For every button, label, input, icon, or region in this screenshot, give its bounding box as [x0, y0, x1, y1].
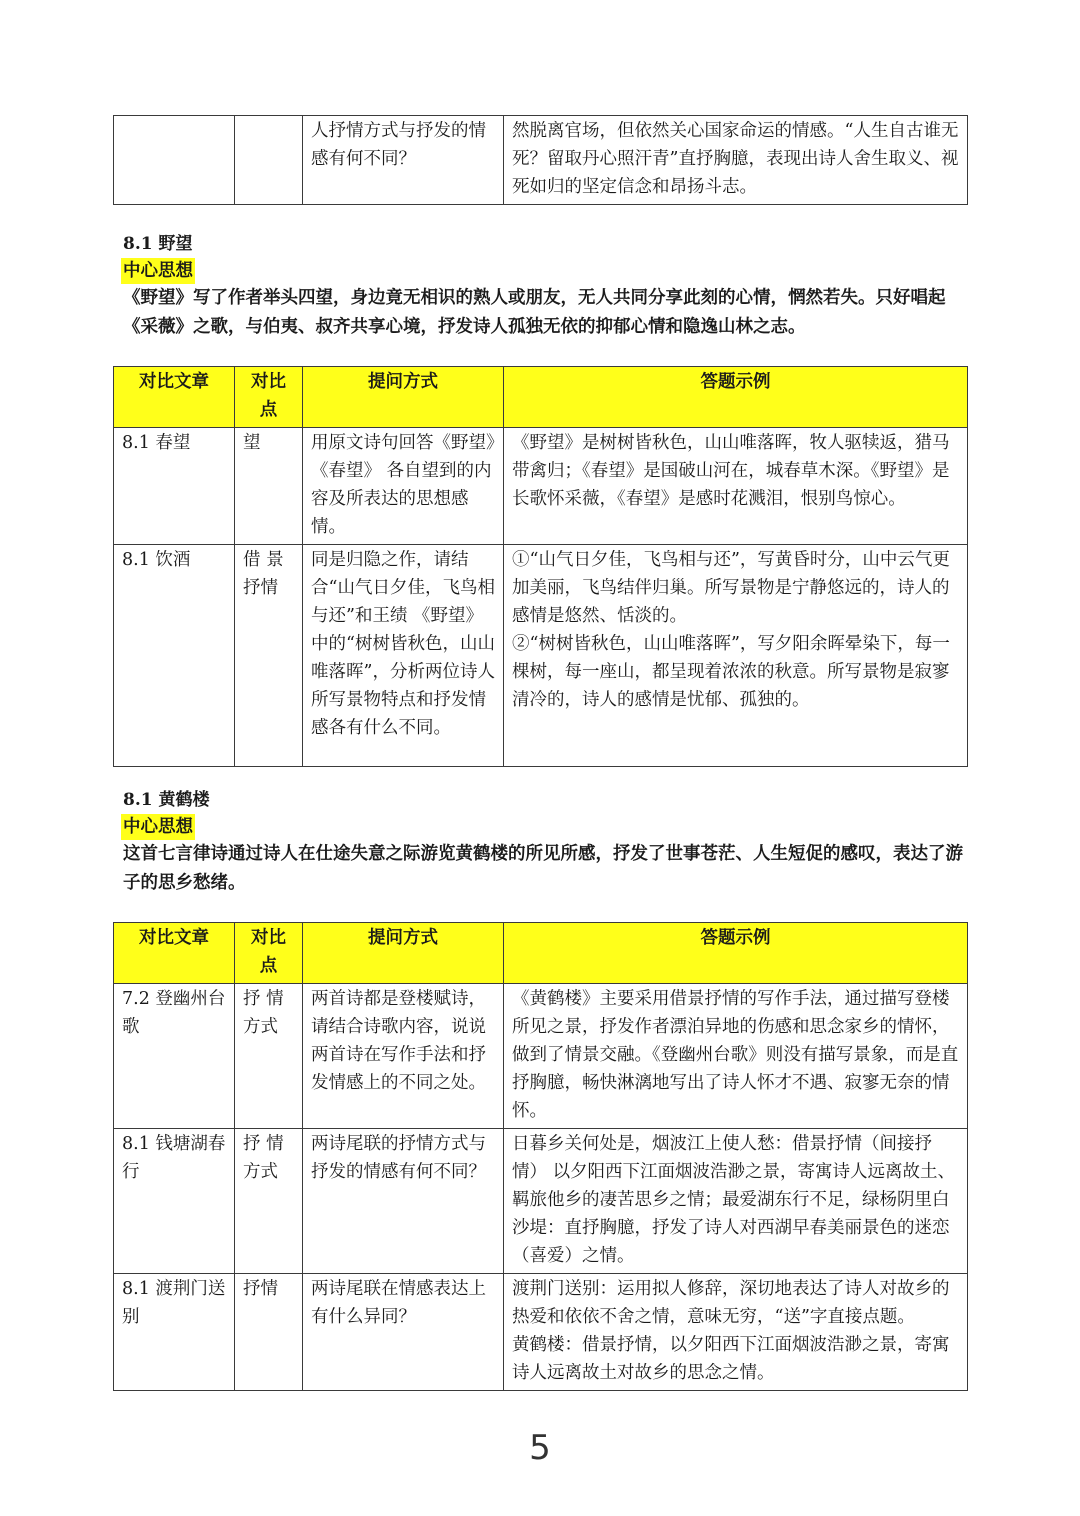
header-point: 对比点 — [235, 367, 303, 428]
header-point: 对比点 — [235, 923, 303, 984]
cell-answer: 然脱离官场，但依然关心国家命运的情感。“人生自古谁无死？留取丹心照汗青”直抒胸臆，表现出诗人舍生取义、视死如归的坚定信念和昂扬斗志。 — [504, 116, 968, 205]
cell-question: 两诗尾联在情感表达上有什么异同？ — [303, 1274, 504, 1391]
highlight-label: 中心思想 — [121, 258, 195, 284]
header-row — [114, 923, 968, 984]
page-number: 5 — [529, 1428, 551, 1468]
cell-question: 用原文诗句回答《野望》《春望》 各自望到的内容及所表达的思想感情。 — [303, 428, 504, 545]
cell-answer — [504, 545, 968, 767]
answer-part-1: ①“山气日夕佳，飞鸟相与还”，写黄昏时分，山中云气更加美丽，飞鸟结伴归巢。所写景物是宁静悠远的，诗人的感情是悠然、恬淡的。 — [512, 550, 950, 626]
highlight-label: 中心思想 — [121, 814, 195, 840]
cell-question: 两首诗都是登楼赋诗，请结合诗歌内容，说说两首诗在写作手法和抒发情感上的不同之处。 — [303, 984, 504, 1129]
table-row — [114, 1129, 968, 1274]
cell-article: 8.1 春望 — [114, 428, 235, 545]
cell-point: 望 — [235, 428, 303, 545]
header-question: 提问方式 — [303, 367, 504, 428]
cell-answer: 《野望》是树树皆秋色，山山唯落晖，牧人驱犊返，猎马带禽归；《春望》是国破山河在，城春草木深。《野望》是长歌怀采薇，《春望》是感时花溅泪，恨别鸟惊心。 — [504, 428, 968, 545]
table-row — [114, 1274, 968, 1391]
header-row — [114, 367, 968, 428]
cell-article: 8.1 钱塘湖春行 — [114, 1129, 235, 1274]
table-row — [114, 984, 968, 1129]
table-row — [114, 116, 968, 205]
answer-part-1: 渡荆门送别：运用拟人修辞，深切地表达了诗人对故乡的热爱和依依不舍之情，意味无穷，“送”字直接点题。 — [512, 1279, 950, 1327]
comparison-table — [113, 922, 968, 1391]
cell-article: 8.1 渡荆门送别 — [114, 1274, 235, 1391]
comparison-table — [113, 366, 968, 767]
cell-answer: 日暮乡关何处是，烟波江上使人愁：借景抒情（间接抒情） 以夕阳西下江面烟波浩渺之景，寄寓诗人远离故土、羁旅他乡的凄苦思乡之情；最爱湖东行不足，绿杨阴里白沙堤：直抒胸臆，抒发了诗人对西湖早春美丽景色的迷恋（喜爱）之情。 — [504, 1129, 968, 1274]
header-article: 对比文章 — [114, 367, 235, 428]
cell-question: 两诗尾联的抒情方式与抒发的情感有何不同？ — [303, 1129, 504, 1274]
header-answer: 答题示例 — [504, 367, 968, 428]
cell-point: 抒 情方式 — [235, 1129, 303, 1274]
header-answer: 答题示例 — [504, 923, 968, 984]
cell-article: 8.1 饮酒 — [114, 545, 235, 767]
cell-answer — [504, 1274, 968, 1391]
cell-article — [114, 116, 235, 205]
cell-point — [235, 116, 303, 205]
cell-point: 借 景 抒情 — [235, 545, 303, 767]
answer-part-2: ②“树树皆秋色，山山唯落晖”，写夕阳余晖晕染下，每一棵树，每一座山，都呈现着浓浓的秋意。所写景物是寂寥清冷的，诗人的感情是忧郁、孤独的。 — [512, 634, 950, 710]
header-question: 提问方式 — [303, 923, 504, 984]
table-row — [114, 428, 968, 545]
cell-question: 人抒情方式与抒发的情感有何不同？ — [303, 116, 504, 205]
section-title: 8.1 黄鹤楼 — [123, 790, 210, 810]
cell-article: 7.2 登幽州台歌 — [114, 984, 235, 1129]
cell-question: 同是归隐之作，请结合“山气日夕佳，飞鸟相与还”和王绩 《野望》中的“树树皆秋色，山山唯落晖”，分析两位诗人所写景物特点和抒发情感各有什么不同。 — [303, 545, 504, 767]
top-table — [113, 115, 968, 205]
section-title: 8.1 野望 — [123, 234, 193, 254]
summary-paragraph: 《野望》写了作者举头四望，身边竟无相识的熟人或朋友，无人共同分享此刻的心情，惘然若失。只好唱起《采薇》之歌，与伯夷、叔齐共享心境，抒发诗人孤独无依的抑郁心情和隐逸山林之志。 — [123, 288, 946, 337]
cell-point: 抒 情方式 — [235, 984, 303, 1129]
answer-part-2: 黄鹤楼：借景抒情，以夕阳西下江面烟波浩渺之景，寄寓诗人远离故土对故乡的思念之情。 — [512, 1335, 950, 1383]
table-row — [114, 545, 968, 767]
cell-point: 抒情 — [235, 1274, 303, 1391]
header-article: 对比文章 — [114, 923, 235, 984]
summary-paragraph: 这首七言律诗通过诗人在仕途失意之际游览黄鹤楼的所见所感，抒发了世事苍茫、人生短促的感叹，表达了游子的思乡愁绪。 — [123, 844, 963, 893]
cell-answer: 《黄鹤楼》主要采用借景抒情的写作手法，通过描写登楼所见之景，抒发作者漂泊异地的伤感和思念家乡的情怀，做到了情景交融。《登幽州台歌》则没有描写景象，而是直抒胸臆，畅快淋漓地写出了诗人怀才不遇、寂寥无奈的情怀。 — [504, 984, 968, 1129]
